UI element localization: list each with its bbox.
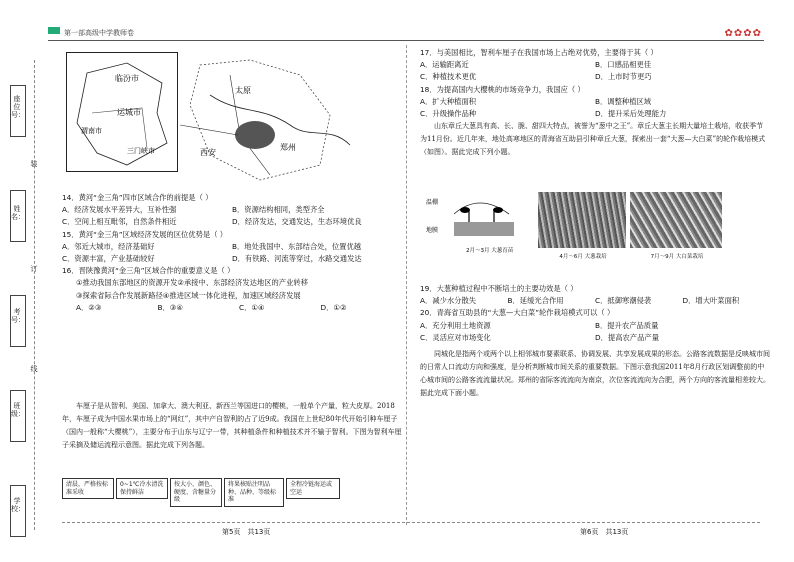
flow-step-1: 清晨，严格按标准采收 <box>62 478 114 499</box>
q17-stem: 17．与美国相比，智利车厘子在我国市场上占绝对优势，主要得于其（ ） <box>420 48 658 57</box>
q16-stem: 16．晋陕豫黄河“金三角”区域合作的重要意义是（ ） <box>62 266 235 276</box>
flow-step-5: 全程冷链海运或空运 <box>286 478 340 499</box>
farm-label-seedling: 2月～3月 大葱育苗 <box>466 248 514 254</box>
binding-dashed-line <box>34 60 35 530</box>
q14-option-b[interactable]: B．资源结构相同，类型齐全 <box>232 205 325 215</box>
regional-map <box>180 55 360 185</box>
farm-label-cabbage: 7月～9月 大白菜栽培 <box>650 254 704 260</box>
farm-label-film: 地膜 <box>426 227 439 234</box>
q20-options-2 <box>420 332 770 344</box>
q15-option-b[interactable]: B．地处我国中、东部结合处，位置优越 <box>232 241 362 251</box>
q18-option-a[interactable]: A．扩大种植面积 <box>420 96 477 106</box>
q14-options-2 <box>62 216 402 228</box>
q14-stem: 14．黄河“金三角”四市区域合作的前提是（ ） <box>62 193 213 202</box>
q14-option-d[interactable]: D．经济发达，交通发达，生态环境优良 <box>232 217 362 227</box>
q18-stem: 18．为提高国内大樱桃的市场竞争力，我国应（ ） <box>420 84 585 94</box>
scallion-photo <box>538 192 626 248</box>
flow-step-4: 将果核贴注明品种、品种、等级标准 <box>224 478 284 507</box>
cabbage-photo <box>630 192 722 248</box>
seat-label: 座位号： <box>11 95 25 119</box>
q17-option-b[interactable]: B．口感品相更佳 <box>595 60 652 70</box>
name-label: 姓名： <box>11 205 25 221</box>
q20-option-b[interactable]: B．提升农产品质量 <box>595 320 659 330</box>
map-label-weinan: 渭南市 <box>81 127 102 135</box>
q15-option-c[interactable]: C．资源丰富，产业基础较好 <box>62 254 155 264</box>
header-rule <box>48 40 764 41</box>
farm-label-scallion: 4月～6月 大葱栽培 <box>559 254 607 260</box>
map-label-xian: 西安 <box>200 148 216 157</box>
q16-option-a[interactable]: A．②③ <box>76 302 102 312</box>
q16-options <box>62 302 402 314</box>
regional-map-svg <box>180 55 360 185</box>
q19-option-a[interactable]: A．减少水分散失 <box>420 296 477 306</box>
q20-stem: 20．青海省互助县的“大葱—大白菜”轮作栽培模式可以（ ） <box>420 308 615 318</box>
footer-page-left: 第5页 共13页 <box>222 528 271 536</box>
q19-option-c[interactable]: C．抵御寒潮侵袭 <box>595 296 652 306</box>
header-logo <box>48 27 60 34</box>
map-label-zhengzhou: 郑州 <box>280 143 296 152</box>
q18-options <box>420 96 770 108</box>
q14-option-c[interactable]: C．空间上相互毗邻，自然条件相近 <box>62 217 177 227</box>
map-label-taiyuan: 太原 <box>235 86 251 95</box>
q19-stem: 19．大葱种植过程中不断培土的主要功效是（ ） <box>420 284 578 293</box>
q14-option-a[interactable]: A．经济发展水平差异大，互补性强 <box>62 205 177 215</box>
q19-option-d[interactable]: D．增大叶菜面积 <box>682 296 740 306</box>
q20-options <box>420 320 770 332</box>
q18-option-b[interactable]: B．调整种植区域 <box>595 96 652 106</box>
page-divider <box>406 45 407 525</box>
q15-options-2 <box>62 253 402 265</box>
q17-option-c[interactable]: C．种植技术更优 <box>420 72 477 82</box>
q16-line-2: ③探索省际合作发展新路径④推进区域一体化进程，加速区域经济发展 <box>76 290 301 300</box>
flower-decoration: ✿✿✿✿ <box>724 28 762 39</box>
inset-map-svg <box>67 53 177 171</box>
q17-options-2 <box>420 71 770 83</box>
q19-options <box>420 295 770 307</box>
q17-option-d[interactable]: D．上市时节更巧 <box>595 72 652 82</box>
cherry-passage: 车厘子是从智利、美国、加拿大、澳大利亚、新西兰等国进口的樱桃，一般单个产量，粒大皮厚。2018年，车厘子成为中国水果市场上的“网红”，其中产自智利的占了近9成。我国在上世纪80年代开始引种车厘子（国内一般称“大樱桃”），主要分布于山东与辽宁一带，其种植条件和种植技术并不输于智利。下图为智利车厘子采摘及储运流程示意图。据此完成下列各题。 <box>62 402 402 449</box>
q17-options <box>420 59 770 71</box>
farm-label-greenhouse: 温棚 <box>426 199 439 206</box>
q20-option-a[interactable]: A．充分利用土地资源 <box>420 320 491 330</box>
footer-page-right: 第6页 共13页 <box>580 528 629 536</box>
binding-mark-ding: 订 <box>30 265 38 273</box>
flow-step-2: 0~1℃冷水清洗保持鲜洁 <box>116 478 168 499</box>
exam-number-label: 考号： <box>11 308 25 324</box>
q19-option-b[interactable]: B．延缓光合作用 <box>507 296 564 306</box>
q14-options <box>62 204 402 216</box>
flow-step-3: 按大小、颜色、硬度、含糖量分级 <box>170 478 222 507</box>
q16-option-b[interactable]: B．③④ <box>157 302 183 312</box>
binding-mark-xian: 线 <box>30 365 38 373</box>
left-column-questions <box>62 192 402 314</box>
rotation-figure <box>424 192 724 272</box>
right-column-bottom <box>420 283 770 400</box>
map-label-yuncheng: 运城市 <box>117 108 141 117</box>
q16-line-1: ①推动我国东部地区的资源开发②承接中、东部经济发达地区的产业转移 <box>76 278 308 288</box>
binding-margin <box>0 50 44 550</box>
left-passage <box>62 400 402 452</box>
q18-option-d[interactable]: D．提升采后处理能力 <box>595 109 667 119</box>
q15-option-d[interactable]: D．有铁路、河流等穿过，水路交通发达 <box>232 254 362 264</box>
scallion-passage: 山东章丘大葱具有高、长、脆、甜四大特点，被誉为“葱中之王”。章丘大葱主长期大量培土栽培，收获季节为11月份。近几年来，地处高寒地区的青海省互助县引种章丘大葱，探索出一套“大葱—大白菜”的轮作栽培模式（如图）。据此完成下列小题。 <box>420 122 766 157</box>
q15-stem: 15．黄河“金三角”区域经济发展的区位优势是（ ） <box>62 229 228 239</box>
binding-mark-zhuang: 装 <box>30 160 38 168</box>
q20-option-d[interactable]: D．提高农产品产量 <box>595 332 659 342</box>
q16-option-d[interactable]: D．①② <box>320 302 347 312</box>
q15-option-a[interactable]: A．邻近大城市，经济基础好 <box>62 241 155 251</box>
map-label-sanmenxia: 三门峡市 <box>127 147 155 155</box>
right-column-top <box>420 47 770 159</box>
q18-option-c[interactable]: C．升级操作品种 <box>420 109 477 119</box>
map-label-linfen: 临汾市 <box>115 74 139 83</box>
q16-option-c[interactable]: C．①④ <box>239 302 265 312</box>
header-title: 第一部高级中学教师卷 <box>64 29 134 37</box>
school-label: 学校： <box>11 497 25 513</box>
q15-options <box>62 241 402 253</box>
greenhouse-diagram <box>424 192 534 272</box>
q17-option-a[interactable]: A．运输距离近 <box>420 60 469 70</box>
q18-options-2 <box>420 108 770 120</box>
class-label: 班级： <box>11 402 25 418</box>
inset-map <box>66 52 178 172</box>
footer-rule <box>62 522 760 523</box>
q20-option-c[interactable]: C．灵活应对市场变化 <box>420 332 491 342</box>
urbanization-passage: 同城化是指两个或两个以上相邻城市要素联系、协调发展、共享发展成果的形态。公路客流数据是反映城市间的日常人口流动方向和强度，是分析判断城市间关系的重要数据。下图示意我国2011年8月行政区划调整前的中心城市间的公路客流流量状况。郑州的省际客流流向为南京，次位客流流向为合肥，两个方向的客流量相差较大。据此完成下面小题。 <box>420 350 770 398</box>
